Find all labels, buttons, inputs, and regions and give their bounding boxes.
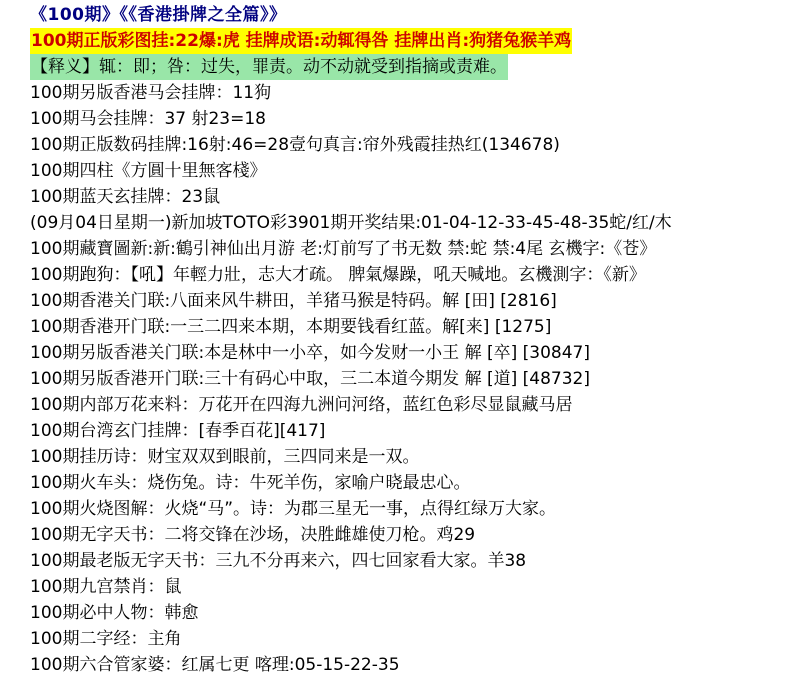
highlight-green-text: 【释义】辄：即；咎：过失，罪责。动不动就受到指摘或责难。 [30, 54, 508, 80]
content-line: 100期另版香港马会挂牌：11狗 [30, 83, 272, 103]
content-line: 100期内部万花来料：万花开在四海九洲问河络，蓝红色彩尽显鼠藏马居 [30, 395, 573, 415]
content-line: 100期蓝天玄挂牌：23鼠 [30, 187, 221, 207]
content-line: 100期藏寶圖新:新:鶴引神仙出月游 老:灯前写了书无数 禁:蛇 禁:4尾 玄機字:《苍》 [30, 239, 657, 259]
content-line: 100期另版香港关门联:本是林中一小卒，如今发财一小王 解 [卒] [30847] [30, 343, 590, 363]
content-line: 100期四柱《方圓十里無客棧》 [30, 161, 267, 181]
highlight-green-row [30, 54, 812, 80]
content-line: 100期跑狗：【吼】年輕力壯，志大才疏。 脾氣爆躁，吼天喊地。玄機測字：《新》 [30, 265, 646, 285]
content-line: 100期香港关门联:八面来风牛耕田，羊猪马猴是特码。解 [田] [2816] [30, 291, 557, 311]
content-line: 100期挂历诗：财宝双双到眼前，三四同来是一双。 [30, 447, 420, 467]
content-line: 100期香港开门联:一三二四来本期，本期要钱看红蓝。解[来] [1275] [30, 317, 552, 337]
content-line: 100期最老版无字天书：三九不分再来六，四七回家看大家。羊38 [30, 551, 527, 571]
content-line: 100期必中人物：韩愈 [30, 603, 199, 623]
content-line: 100期另版香港开门联:三十有码心中取，三二本道今期发 解 [道] [48732] [30, 369, 590, 389]
highlight-yellow-row [30, 28, 812, 54]
document-title: 《100期》《《香港掛牌之全篇》》 [30, 5, 287, 25]
content-line: (09月04日星期一)新加坡TOTO彩3901期开奖结果:01-04-12-33-45-48-35蛇/红/木 [30, 213, 672, 233]
content-line: 100期正版数码挂牌:16射:46=28壹句真言:帘外残霞挂热红(134678) [30, 135, 560, 155]
content-line: 100期马会挂牌：37 射23=18 [30, 109, 266, 129]
content-line: 100期九宫禁肖：鼠 [30, 577, 182, 597]
content-line: 100期火烧图解：火烧“马”。诗：为郡三星无一事，点得红绿万大家。 [30, 499, 557, 519]
content-line: 100期台湾玄门挂牌：[春季百花][417] [30, 421, 326, 441]
highlight-yellow-text: 100期正版彩图挂:22爆:虎 挂牌成语:动辄得咎 挂牌出肖:狗猪兔猴羊鸡 [30, 28, 572, 54]
content-line: 100期无字天书：二将交锋在沙场，决胜雌雄使刀枪。鸡29 [30, 525, 476, 545]
content-line: 100期六合管家婆：红属七更 喀理:05-15-22-35 [30, 655, 400, 675]
content-line: 100期火车头：烧伤兔。诗：牛死羊伤，家喻户晓最忠心。 [30, 473, 471, 493]
content-line: 100期二字经：主角 [30, 629, 182, 649]
